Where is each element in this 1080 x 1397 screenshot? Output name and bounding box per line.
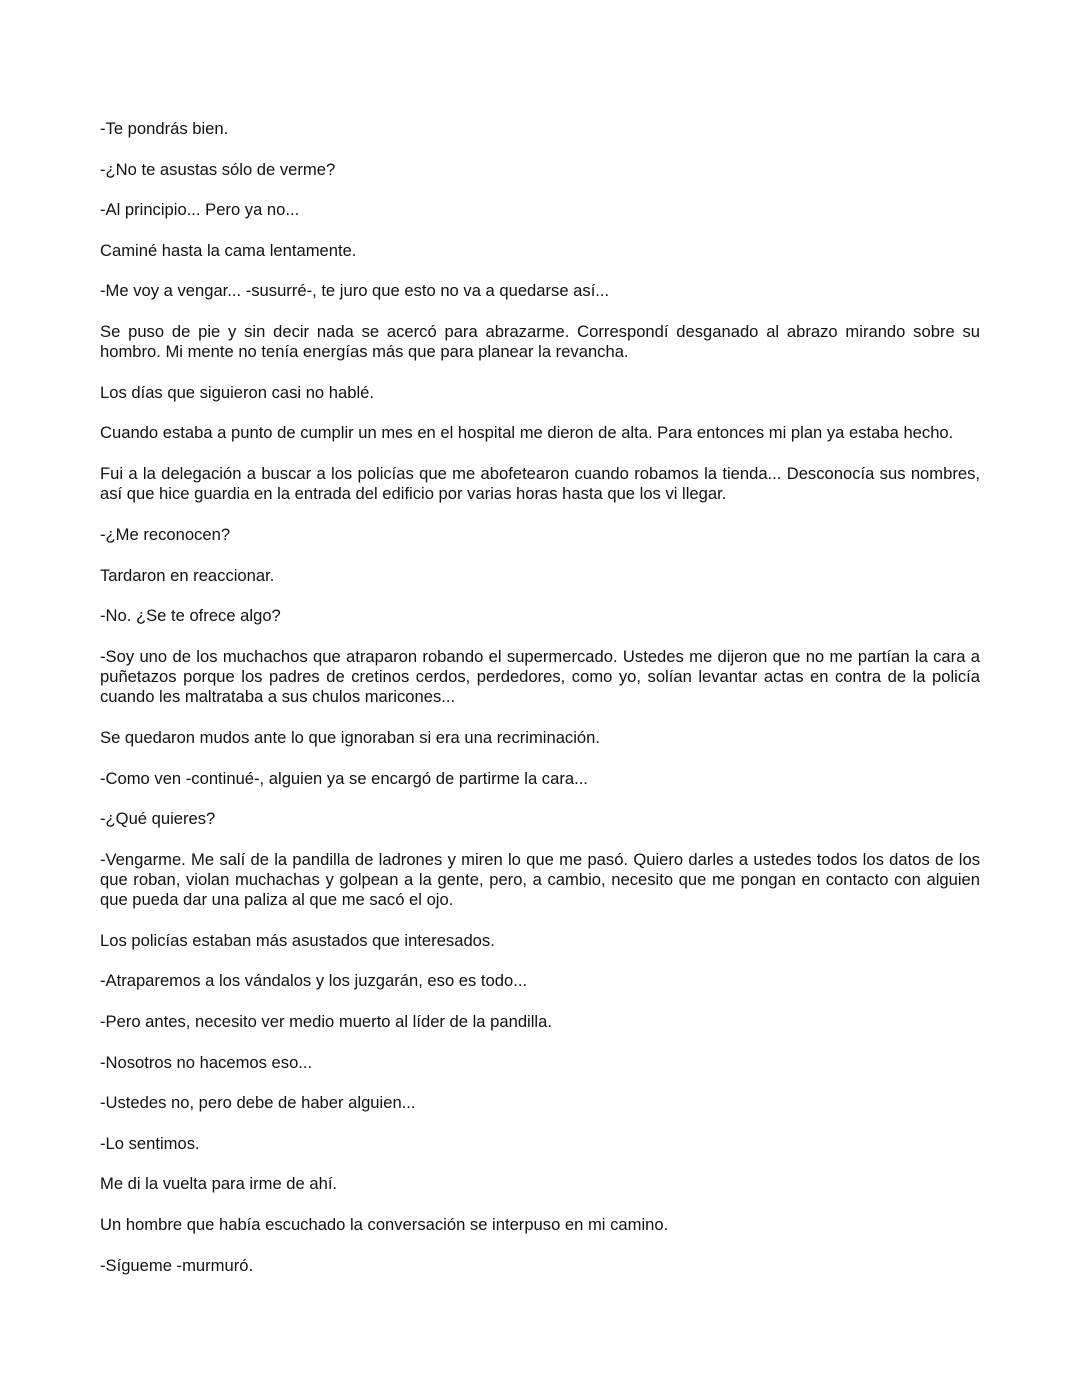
paragraph: -¿Me reconocen? <box>100 524 231 544</box>
paragraph: -¿No te asustas sólo de verme? <box>100 159 336 179</box>
paragraph: Caminé hasta la cama lentamente. <box>100 240 357 260</box>
paragraph: Se quedaron mudos ante lo que ignoraban si era una recriminación. <box>100 727 600 747</box>
paragraph: Los policías estaban más asustados que interesados. <box>100 930 495 950</box>
paragraph: Tardaron en reaccionar. <box>100 565 275 585</box>
paragraph: -Pero antes, necesito ver medio muerto al líder de la pandilla. <box>100 1012 552 1032</box>
paragraph: -Te pondrás bien. <box>100 119 229 138</box>
paragraph: Cuando estaba a punto de cumplir un mes en el hospital me dieron de alta. Para entonces mi plan ya estaba hecho. <box>100 423 954 443</box>
paragraph: Me di la vuelta para irme de ahí. <box>100 1174 338 1194</box>
paragraph: Un hombre que había escuchado la conversación se interpuso en mi camino. <box>100 1215 669 1235</box>
paragraph: -Sígueme -murmuró. <box>100 1255 254 1275</box>
paragraph: Fui a la delegación a buscar a los policías que me abofetearon cuando robamos la tienda... Desconocía sus nombres, así que hice guardia en la entrada del edificio por varias horas hasta que los vi llegar. <box>100 464 980 504</box>
paragraph: -Al principio... Pero ya no... <box>100 200 300 220</box>
paragraph: -Ustedes no, pero debe de haber alguien... <box>100 1093 416 1113</box>
paragraph: -Atraparemos a los vándalos y los juzgarán, eso es todo... <box>100 971 528 991</box>
paragraph: -Nosotros no hacemos eso... <box>100 1052 313 1072</box>
paragraph: -Como ven -continué-, alguien ya se encargó de partirme la cara... <box>100 768 588 788</box>
document-page <box>100 119 980 1296</box>
paragraph: -¿Qué quieres? <box>100 809 216 829</box>
paragraph: -Me voy a vengar... -susurré-, te juro que esto no va a quedarse así... <box>100 281 610 301</box>
paragraph: -Soy uno de los muchachos que atraparon robando el supermercado. Ustedes me dijeron que no me partían la cara a puñetazos porque los padres de cretinos cerdos, perdedores, como yo, solían levantar actas en contra de la policía cuando les maltrataba a sus chulos maricones... <box>100 646 980 707</box>
paragraph: -No. ¿Se te ofrece algo? <box>100 606 281 626</box>
paragraph: -Lo sentimos. <box>100 1133 200 1153</box>
paragraph: -Vengarme. Me salí de la pandilla de ladrones y miren lo que me pasó. Quiero darles a ustedes todos los datos de los que roban, violan muchachas y golpean a la gente, pero, a cambio, necesito que me pongan en contacto con alguien que pueda dar una paliza al que me sacó el ojo. <box>100 849 980 910</box>
paragraph: Los días que siguieron casi no hablé. <box>100 382 374 402</box>
paragraph: Se puso de pie y sin decir nada se acercó para abrazarme. Correspondí desganado al abrazo mirando sobre su hombro. Mi mente no tenía energías más que para planear la revancha. <box>100 321 980 362</box>
